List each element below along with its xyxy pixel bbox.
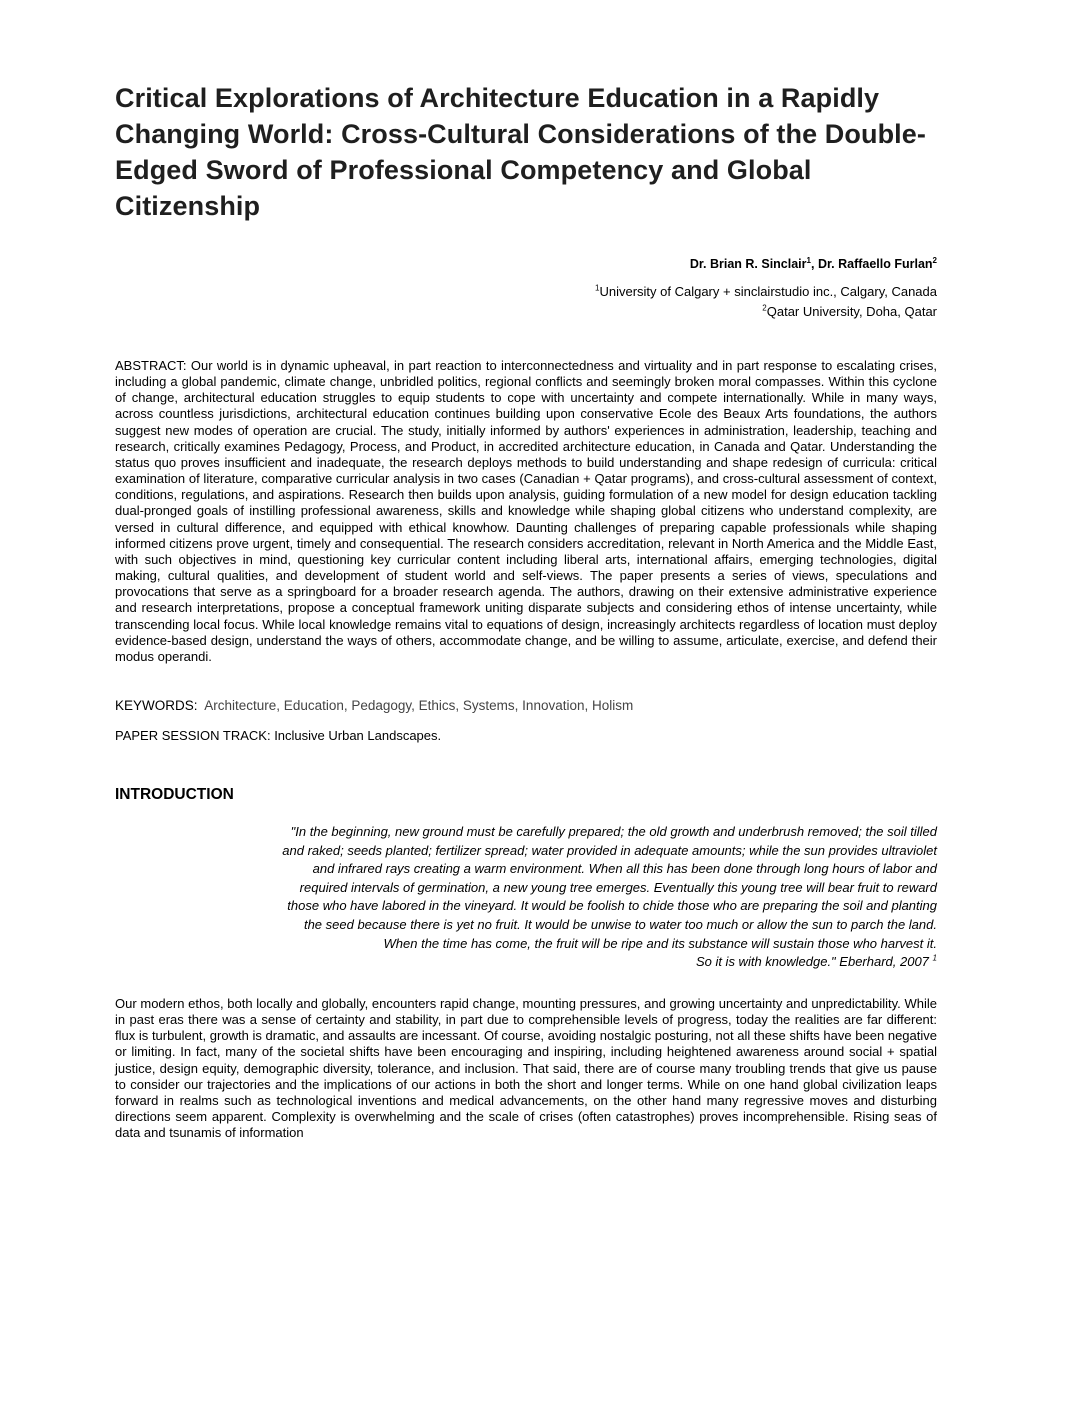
paper-page [115,80,937,1155]
quote-line-attribution [115,953,937,972]
quote-line: "In the beginning, new ground must be carefully prepared; the old growth and underbrush removed; the soil tilled [290,823,937,839]
author-2-name: Dr. Raffaello Furlan [817,257,933,271]
introduction-paragraph: Our modern ethos, both locally and globally, encounters rapid change, mounting pressures, and growing uncertainty and unpredictability. While in past eras there was a sense of certainty and stability, in part due to comprehensible levels of progress, today the realities are far different: flux is turbulent, growth is dramatic, and assaults are incessant. Of course, avoiding nostalgic posturing, not all these shifts have been negative or limiting. In fact, many of the societal shifts have been encouraging and inspiring, including heightened awareness around social + spatial justice, design equity, demographic diversity, tolerance, and inclusion. That said, there are of course many troubling trends that give us pause to consider our trajectories and the implications of our actions in both the short and longer terms. While on one hand global civilization leaps forward in realms such as technological inventions and medical advancements, on the other hand many regressive moves and disturbing directions seem apparent. Complexity is overwhelming and the scale of crises (often catastrophes) proves incomprehensible. Rising seas of data and tsunamis of information [115,995,937,1141]
quote-line: When the time has come, the fruit will be ripe and its substance will sustain those who harvest it. [383,935,937,951]
abstract-label: ABSTRACT: [115,358,187,373]
affiliation-1-superscript: 1 [595,283,600,293]
affiliation-1-text: University of Calgary + sinclairstudio inc., Calgary, Canada [599,284,937,299]
keywords [115,697,937,715]
track-label: PAPER SESSION TRACK: [115,727,271,743]
quote-line: those who have labored in the vineyard. It would be foolish to chide those who are preparing the soil and planting [287,898,937,914]
quote-attribution: So it is with knowledge." Eberhard, 2007 [695,954,929,970]
track-value: Inclusive Urban Landscapes. [274,727,442,743]
affiliation-2-text: Qatar University, Doha, Qatar [766,304,937,319]
keywords-label: KEYWORDS: [115,697,198,713]
epigraph-quote [115,823,937,972]
affiliations [115,282,937,322]
author-separator: , [810,257,818,271]
paper-title: Critical Explorations of Architecture Education in a Rapidly Changing World: Cross-Cultural Considerations of the Double-Edged Sword of Professional Competency and Global Citizenship [115,83,926,221]
introduction-heading: INTRODUCTION [115,785,234,803]
affiliation-1 [115,282,937,302]
affiliation-2 [115,302,937,322]
author-2-superscript: 2 [932,255,937,265]
author-1-superscript: 1 [806,255,811,265]
paper-session-track [115,727,937,745]
affiliation-2-superscript: 2 [762,303,767,313]
quote-line: and infrared rays creating a warm environment. When all this has been done through long hours of labor and [312,861,937,877]
quote-line: the seed because there is yet no fruit. It would be unwise to water too much or allow the sun to parch the land. [303,916,937,932]
abstract [115,358,937,665]
keywords-values: Architecture, Education, Pedagogy, Ethics, Systems, Innovation, Holism [204,697,634,713]
footnote-marker: 1 [932,953,937,963]
quote-line: required intervals of germination, a new young tree emerges. Eventually this young tree will bear fruit to reward [299,879,937,895]
quote-line: and raked; seeds planted; fertilizer spread; water provided in adequate amounts; while the sun provides ultraviolet [282,842,937,858]
author-line [115,256,937,272]
author-1-name: Dr. Brian R. Sinclair [689,257,807,271]
abstract-text: Our world is in dynamic upheaval, in part reaction to interconnectedness and virtuality and in part response to escalating crises, including a global pandemic, climate change, unbridled politics, regional conflicts and seemingly broken moral compasses. Within this cyclone of change, architectural education struggles to equip students to cope with uncertainty and compete internationally. While in many ways, across countless jurisdictions, architectural education continues building upon conservative Ecole des Beaux Arts foundations, the authors suggest new modes of operation are crucial. The study, initially informed by authors' experiences in administration, leadership, teaching and research, critically examines Pedagogy, Process, and Product, in accredited architecture education, in Canada and Qatar. Understanding the status quo proves insufficient and inadequate, the research deploys methods to build understanding and shape redesign of curricula: critical examination of literature, comparative curricular analysis in two cases (Canadian + Qatar programs), and cross-cultural assessment of context, conditions, regulations, and aspirations. Research then builds upon analysis, guiding formulation of a new model for design education tackling dual-pronged goals of instilling professional awareness, skills and knowledge while shaping global citizens who understand complexity, are versed in cultural difference, and equipped with ethical knowhow. Daunting challenges of preparing capable professionals while shaping informed citizens prove urgent, timely and consequential. The research considers accreditation, relevant in North America and the Middle East, with such objectives in mind, questioning key curricular content including liberal arts, international affairs, emerging technologies, digital making, cultural qualities, and development of student world and self-views. The paper presents a series of views, speculations and provocations that serve as a springboard for a broader research agenda. The authors, drawing on their extensive administrative experience and research interpretations, propose a conceptual framework uniting disparate subjects and considering ethos of intense uncertainty, while transcending local focus. While local knowledge remains vital to equations of design, increasingly architects regardless of location must deploy evidence-based design, understand the ways of others, accommodate change, and be willing to assume, articulate, exercise, and defend their modus operandi. [115,358,937,664]
